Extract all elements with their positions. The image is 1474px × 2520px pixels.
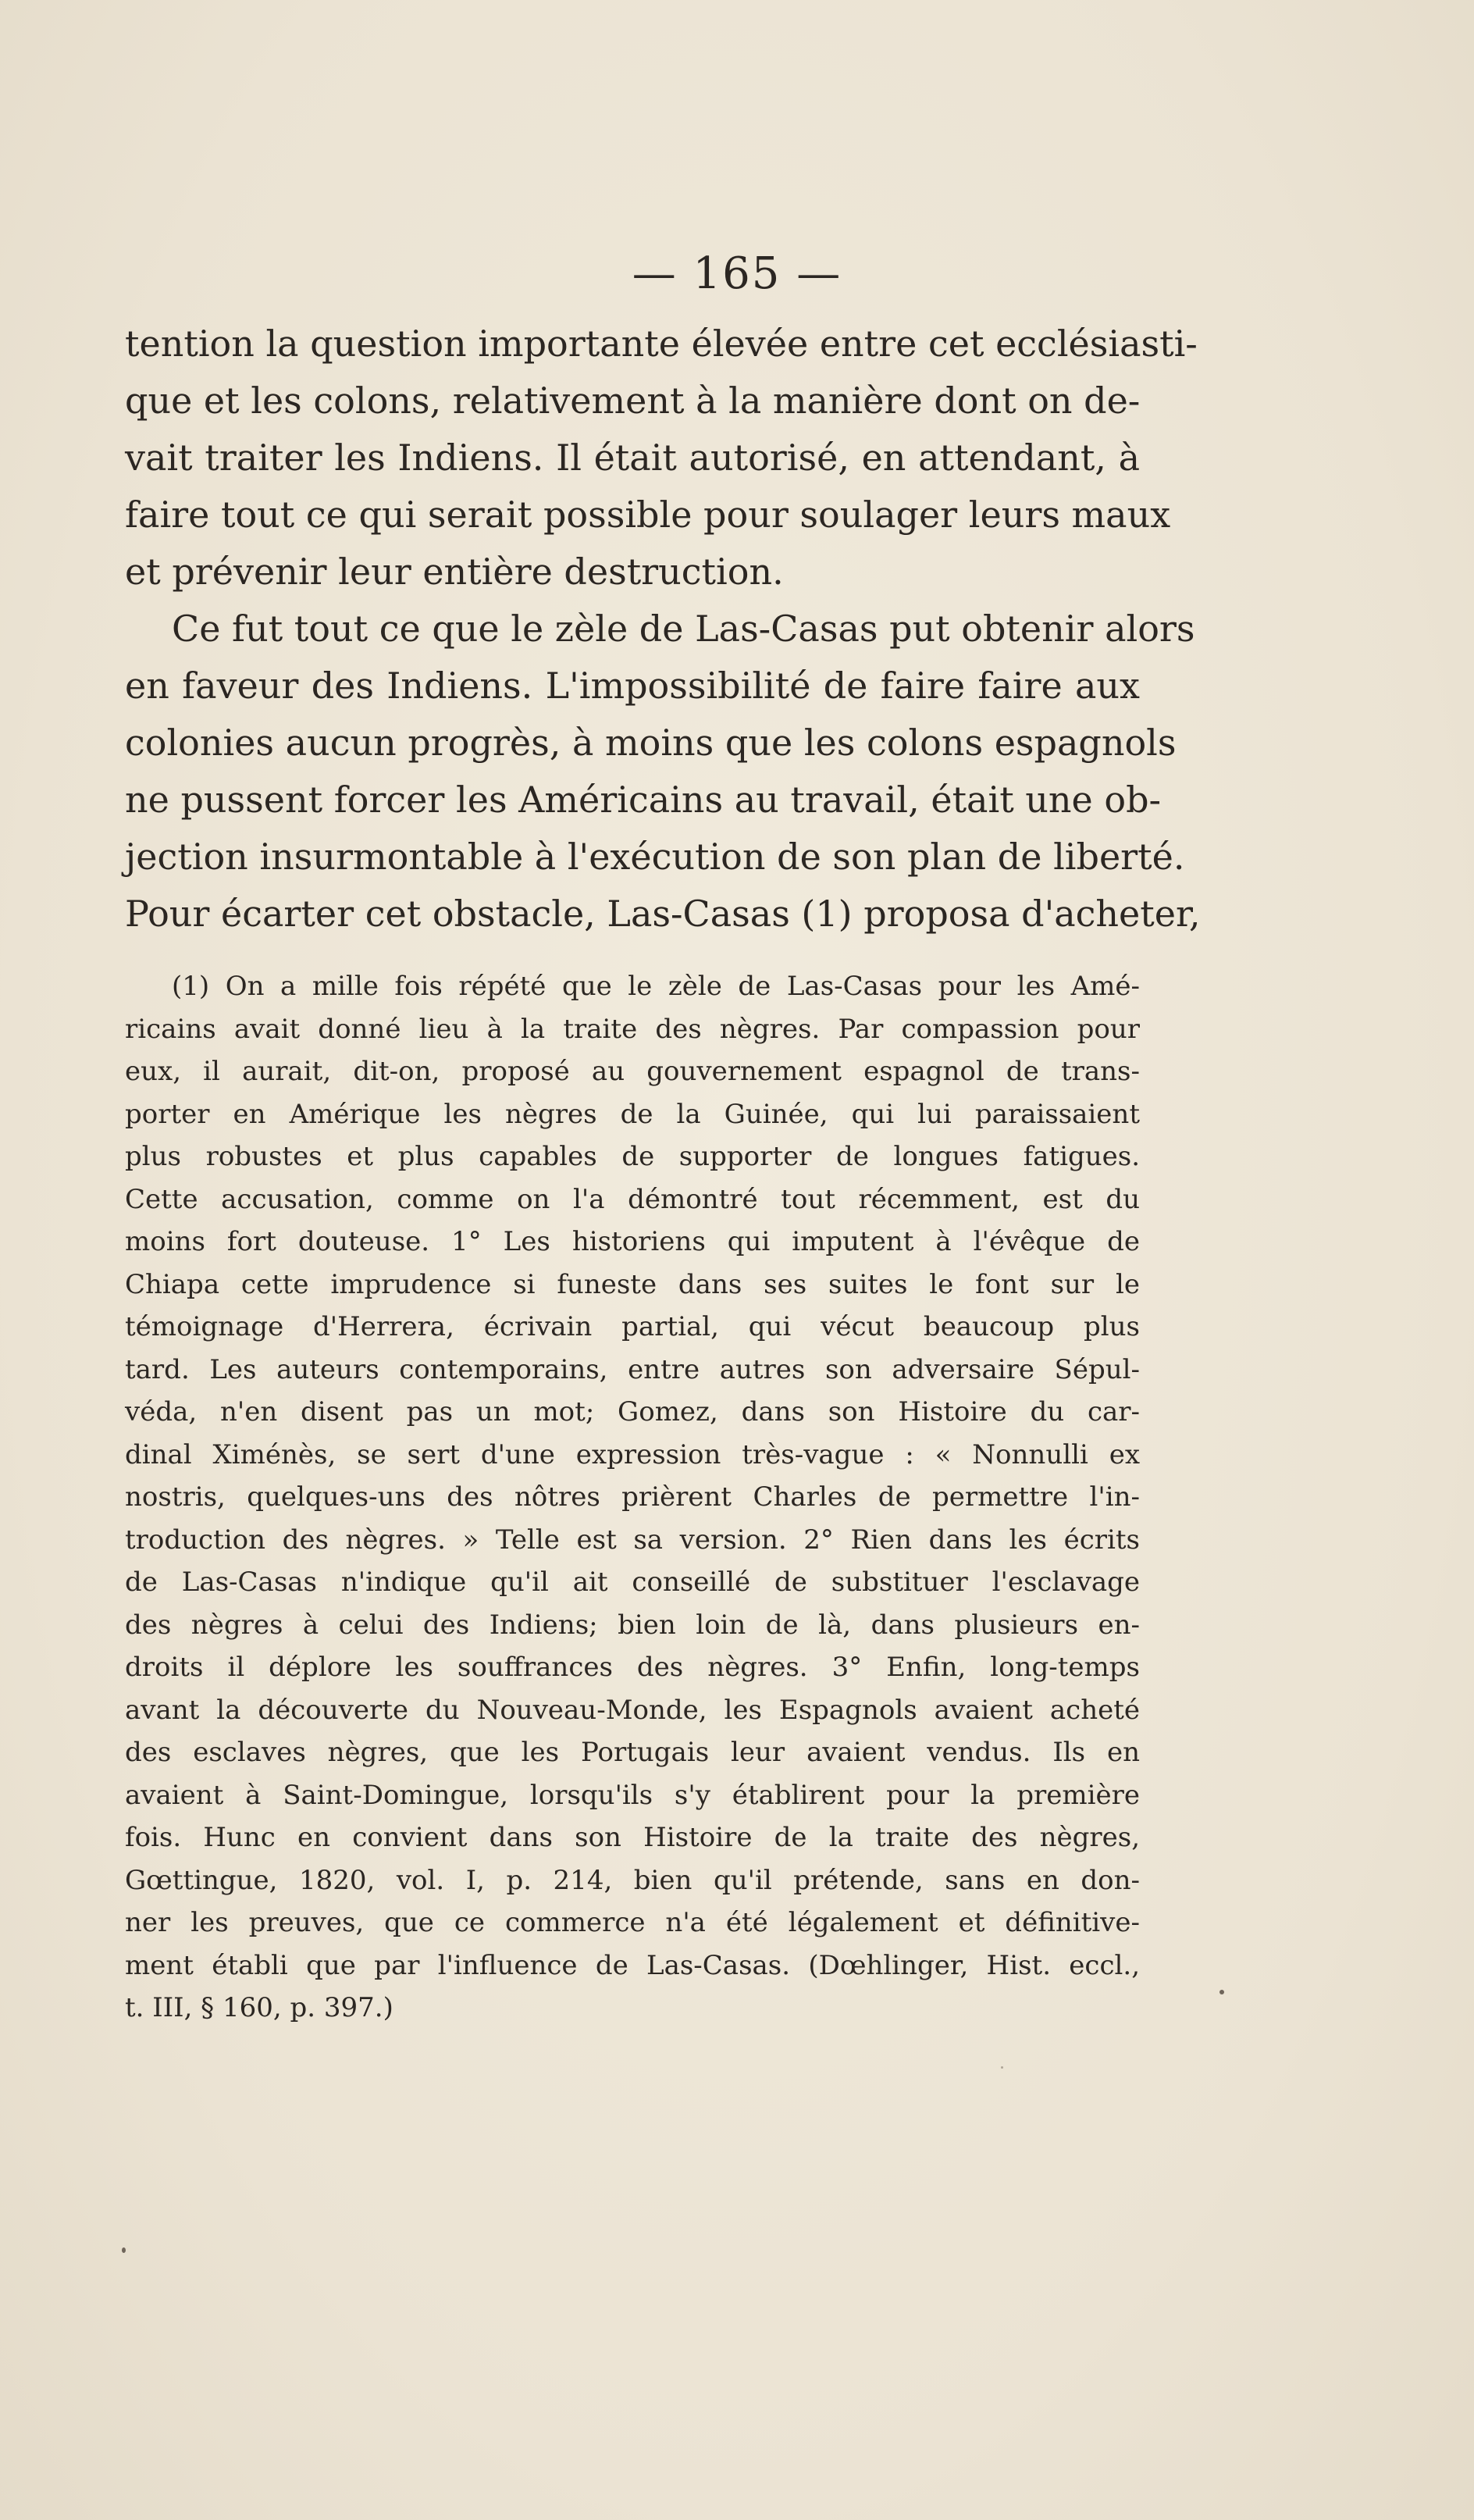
footnote-line: tard. Les auteurs contemporains, entre autres son adversaire Sépul-: [125, 1353, 1140, 1385]
footnote-line: des nègres à celui des Indiens; bien loin de là, dans plusieurs en-: [125, 1609, 1140, 1641]
body-line: faire tout ce qui serait possible pour soulager leurs maux: [125, 494, 1171, 536]
footnote-line: véda, n'en disent pas un mot; Gomez, dans son Histoire du car-: [125, 1396, 1140, 1428]
footnote-line: fois. Hunc en convient dans son Histoire de la traite des nègres,: [125, 1822, 1140, 1853]
footnote-line: plus robustes et plus capables de supporter de longues fatigues.: [125, 1141, 1140, 1172]
footnote-line: témoignage d'Herrera, écrivain partial, qui vécut beaucoup plus: [125, 1311, 1140, 1342]
body-line: vait traiter les Indiens. Il était autorisé, en attendant, à: [125, 437, 1140, 479]
body-line: tention la question importante élevée entre cet ecclésiasti-: [125, 323, 1198, 365]
footnote-line: nostris, quelques-uns des nôtres prièrent Charles de permettre l'in-: [125, 1481, 1140, 1513]
body-line: colonies aucun progrès, à moins que les colons espagnols: [125, 722, 1177, 764]
footnote-line: Cette accusation, comme on l'a démontré tout récemment, est du: [125, 1183, 1140, 1215]
paper-speck: [1219, 1990, 1224, 1994]
footnote-line: porter en Amérique les nègres de la Guinée, qui lui paraissaient: [125, 1098, 1140, 1130]
body-line: Ce fut tout ce que le zèle de Las-Casas put obtenir alors: [172, 608, 1195, 650]
paper-speck: [122, 2247, 126, 2253]
footnote-line: moins fort douteuse. 1° Les historiens qui imputent à l'évêque de: [125, 1226, 1140, 1257]
footnote-line: Gœttingue, 1820, vol. I, p. 214, bien qu'il prétende, sans en don-: [125, 1864, 1140, 1896]
footnote: [125, 965, 1140, 2030]
footnote-line: ricains avait donné lieu à la traite des nègres. Par compassion pour: [125, 1013, 1140, 1045]
footnote-line: troduction des nègres. » Telle est sa version. 2° Rien dans les écrits: [125, 1524, 1140, 1556]
page-number: — 165 —: [632, 248, 842, 299]
footnote-line: avaient à Saint-Domingue, lorsqu'ils s'y établirent pour la première: [125, 1779, 1140, 1811]
footnote-line: dinal Ximénès, se sert d'une expression très-vague : « Nonnulli ex: [125, 1438, 1140, 1470]
body-line: que et les colons, relativement à la manière dont on de-: [125, 380, 1141, 422]
footnote-line: ment établi que par l'influence de Las-Casas. (Dœhlinger, Hist. eccl.,: [125, 1949, 1140, 1981]
footnote-line: ner les preuves, que ce commerce n'a été légalement et définitive-: [125, 1907, 1140, 1938]
body-line: en faveur des Indiens. L'impossibilité de faire faire aux: [125, 665, 1140, 707]
footnote-line: droits il déplore les souffrances des nègres. 3° Enfin, long-temps: [125, 1652, 1140, 1683]
body-line: Pour écarter cet obstacle, Las-Casas (1) proposa d'acheter,: [125, 893, 1201, 935]
main-text: [125, 315, 1201, 943]
body-line: ne pussent forcer les Américains au travail, était une ob-: [125, 779, 1162, 821]
footnote-line: t. III, § 160, p. 397.): [125, 1992, 393, 2023]
paper-speck: [1001, 2066, 1003, 2069]
body-line: et prévenir leur entière destruction.: [125, 551, 784, 593]
footnote-line: de Las-Casas n'indique qu'il ait conseillé de substituer l'esclavage: [125, 1567, 1140, 1598]
footnote-line: (1) On a mille fois répété que le zèle de Las-Casas pour les Amé-: [172, 971, 1140, 1002]
body-line: jection insurmontable à l'exécution de son plan de liberté.: [125, 836, 1185, 878]
footnote-line: eux, il aurait, dit-on, proposé au gouvernement espagnol de trans-: [125, 1056, 1140, 1087]
footnote-line: Chiapa cette imprudence si funeste dans ses suites le font sur le: [125, 1268, 1140, 1300]
footnote-line: avant la découverte du Nouveau-Monde, les Espagnols avaient acheté: [125, 1694, 1140, 1726]
footnote-line: des esclaves nègres, que les Portugais leur avaient vendus. Ils en: [125, 1737, 1140, 1768]
